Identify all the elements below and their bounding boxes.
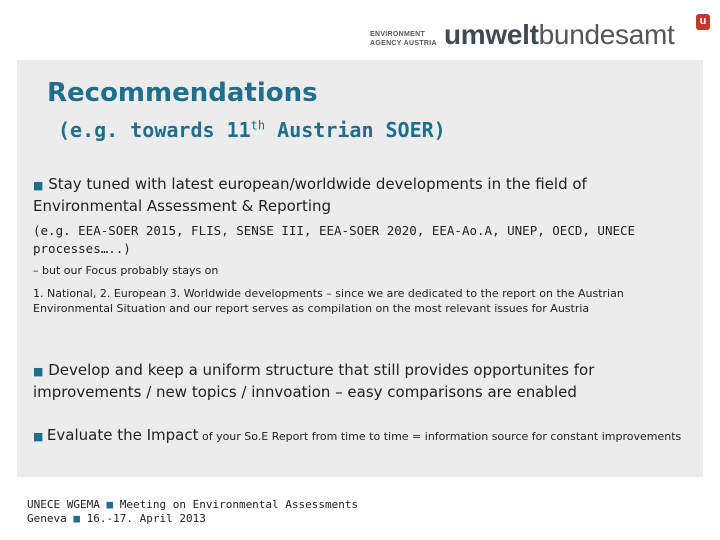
logo-badge-icon: u xyxy=(696,14,710,30)
logo-subtext: ENVIRONMENT AGENCY AUSTRIA xyxy=(370,31,437,47)
agency-logo xyxy=(370,14,710,54)
bullet-develop: ■ Develop and keep a uniform structure that still provides opportunites for improvements / new topics / innvoation – easy comparisons are enabled xyxy=(33,361,595,401)
bullet-square-icon: ■ xyxy=(33,179,44,192)
slide-footer xyxy=(27,498,358,526)
examples-text: (e.g. EEA-SOER 2015, FLIS, SENSE III, EEA-SOER 2020, EEA-Ao.A, UNEP, OECD, UNECE processes…..) xyxy=(33,223,636,256)
bullet-square-icon: ■ xyxy=(33,430,44,443)
priority-order-text: 1. National, 2. European 3. Worldwide developments – since we are dedicated to the report on the Austrian Environmental Situation and our report serves as compilation on the most relevant issues for Austria xyxy=(33,287,624,315)
bullet-stay-tuned: ■ Stay tuned with latest european/worldwide developments in the field of Environmental Assessment & Reporting xyxy=(33,175,587,215)
footer-line-1: UNECE WGEMA ■ Meeting on Environmental Assessments xyxy=(27,498,359,511)
bullet-square-icon: ■ xyxy=(73,512,80,525)
bullet-evaluate: ■ Evaluate the Impact of your So.E Report from time to time = information source for constant improvements xyxy=(33,426,682,444)
bullet-square-icon: ■ xyxy=(106,498,114,511)
logo-wordmark: umweltbundesamt xyxy=(444,19,675,50)
slide-title: Recommendations xyxy=(47,78,318,108)
footer-line-2: Geneva ■ 16.-17. April 2013 xyxy=(27,512,206,525)
slide-subtitle: (e.g. towards 11th Austrian SOER) xyxy=(58,118,446,142)
bullet-square-icon: ■ xyxy=(33,365,44,378)
focus-text: – but our Focus probably stays on xyxy=(33,264,219,277)
